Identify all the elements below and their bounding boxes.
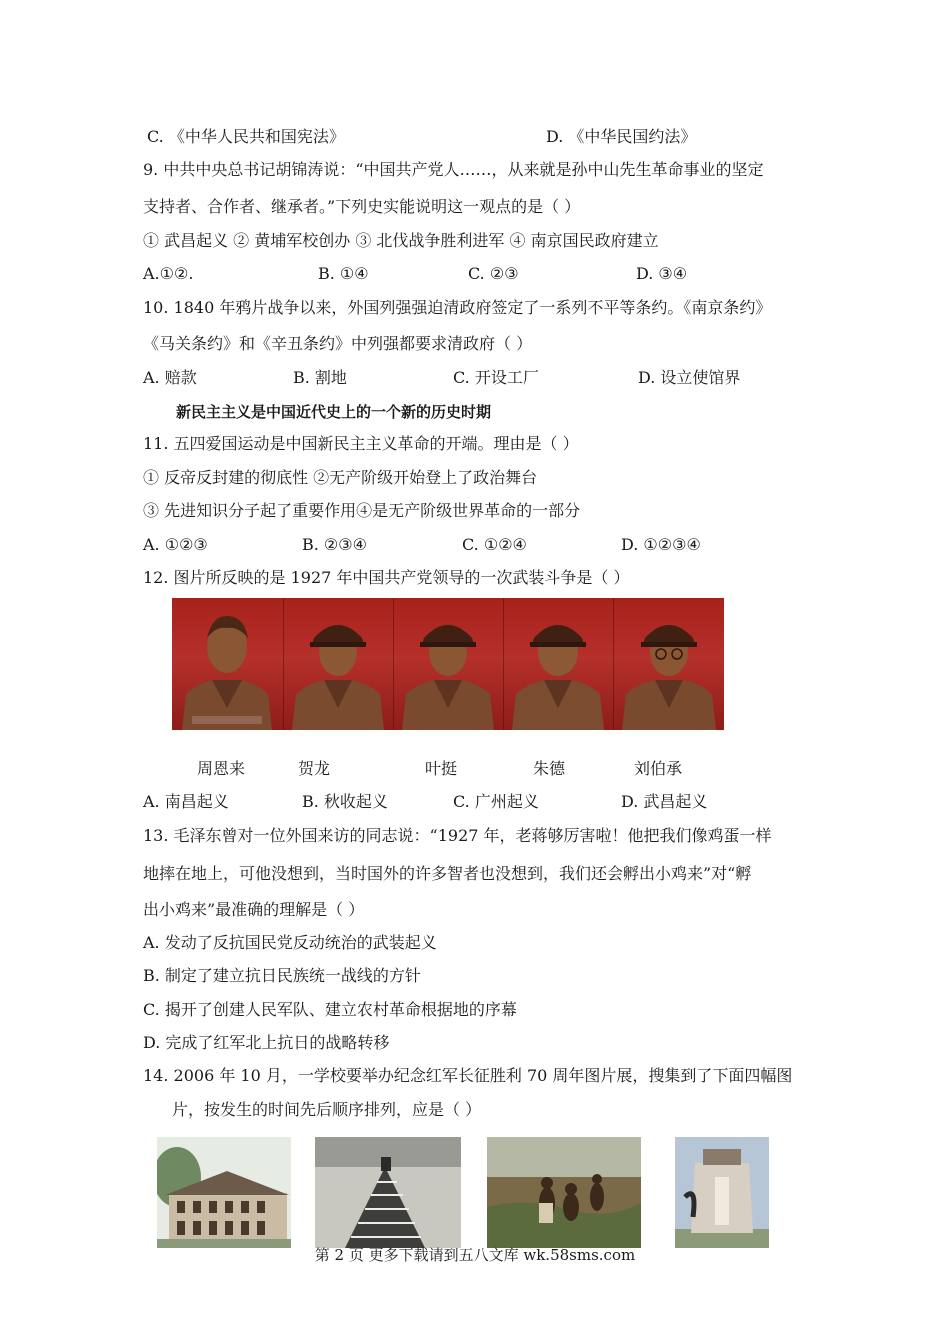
footer-text: 第 2 页 更多下载请到五八文库 wk.58sms.com — [314, 1246, 636, 1264]
bridge-photo — [315, 1137, 461, 1248]
bust-he-long-image — [284, 598, 392, 730]
q12-option-b: B. 秋收起义 — [302, 792, 388, 811]
q10-option-a: A. 赔款 — [143, 368, 197, 387]
q10-option-c: C. 开设工厂 — [453, 368, 539, 387]
name-label: 周恩来 — [197, 759, 246, 778]
q11-option-d: D. ①②③④ — [621, 535, 701, 554]
q9-items: ① 武昌起义 ② 黄埔军校创办 ③ 北伐战争胜利进军 ④ 南京国民政府建立 — [143, 231, 659, 250]
q13-option-c: C. 揭开了创建人民军队、建立农村革命根据地的序幕 — [143, 1000, 517, 1019]
monument-photo — [675, 1137, 769, 1248]
q11-option-c: C. ①②④ — [462, 535, 527, 554]
q12-option-d: D. 武昌起义 — [621, 792, 708, 811]
bust-zhou-enlai-image — [172, 598, 282, 730]
q9-stem-line2: 支持者、合作者、继承者。”下列史实能说明这一观点的是（ ） — [143, 197, 581, 216]
q13-option-d: D. 完成了红军北上抗日的战略转移 — [143, 1033, 390, 1052]
q9-option-b: B. ①④ — [318, 264, 369, 283]
name-label: 贺龙 — [298, 759, 331, 778]
q14-stem-line2: 片，按发生的时间先后顺序排列，应是（ ） — [172, 1100, 482, 1119]
name-label: 刘伯承 — [634, 759, 683, 778]
q13-stem-line3: 出小鸡来”最准确的理解是（ ） — [143, 900, 365, 919]
q10-stem-line1: 10. 1840 年鸦片战争以来，外国列强强迫清政府签定了一系列不平等条约。《南京条约》 — [143, 298, 772, 317]
q9-option-d: D. ③④ — [636, 264, 688, 283]
q8-option-d: D. 《中华民国约法》 — [546, 127, 697, 146]
bust-liu-bocheng-image — [614, 598, 724, 730]
q9-option-c: C. ②③ — [468, 264, 519, 283]
q13-option-b: B. 制定了建立抗日民族统一战线的方针 — [143, 966, 421, 985]
marsh-march-painting — [487, 1137, 641, 1248]
name-label: 叶挺 — [425, 759, 458, 778]
bust-ye-ting-image — [394, 598, 502, 730]
section-heading: 新民主主义是中国近代史上的一个新的历史时期 — [176, 403, 492, 421]
q12-option-a: A. 南昌起义 — [143, 792, 229, 811]
q13-stem-line1: 13. 毛泽东曾对一位外国来访的同志说：“1927 年，老蒋够厉害啦！他把我们像鸡蛋一样 — [143, 826, 772, 845]
q10-option-b: B. 割地 — [293, 368, 347, 387]
q13-option-a: A. 发动了反抗国民党反动统治的武装起义 — [143, 933, 437, 952]
q9-option-a: A.①②. — [143, 264, 194, 283]
q13-stem-line2: 地摔在地上，可他没想到，当时国外的许多智者也没想到，我们还会孵出小鸡来”对“孵 — [143, 864, 752, 883]
q11-items-line1: ① 反帝反封建的彻底性 ②无产阶级开始登上了政治舞台 — [143, 468, 538, 487]
bust-photo-strip — [172, 598, 724, 730]
q11-stem: 11. 五四爱国运动是中国新民主主义革命的开端。理由是（ ） — [143, 434, 579, 453]
name-label: 朱德 — [533, 759, 566, 778]
q12-stem: 12. 图片所反映的是 1927 年中国共产党领导的一次武装斗争是（ ） — [143, 568, 630, 587]
q8-option-c: C. 《中华人民共和国宪法》 — [147, 127, 345, 146]
q12-option-c: C. 广州起义 — [453, 792, 539, 811]
q9-stem-line1: 9. 中共中央总书记胡锦涛说：“中国共产党人……，从来就是孙中山先生革命事业的坚定 — [143, 160, 764, 179]
building-photo — [157, 1137, 291, 1248]
q10-stem-line2: 《马关条约》和《辛丑条约》中列强都要求清政府（ ） — [143, 334, 533, 353]
q11-option-a: A. ①②③ — [143, 535, 208, 554]
q14-stem-line1: 14. 2006 年 10 月，一学校要举办纪念红军长征胜利 70 周年图片展，搜集到了下面四幅图 — [143, 1066, 793, 1085]
q11-option-b: B. ②③④ — [302, 535, 367, 554]
q10-option-d: D. 设立使馆界 — [638, 368, 741, 387]
q11-items-line2: ③ 先进知识分子起了重要作用④是无产阶级世界革命的一部分 — [143, 501, 581, 520]
page-footer — [0, 1244, 950, 1265]
bust-zhu-de-image — [504, 598, 612, 730]
